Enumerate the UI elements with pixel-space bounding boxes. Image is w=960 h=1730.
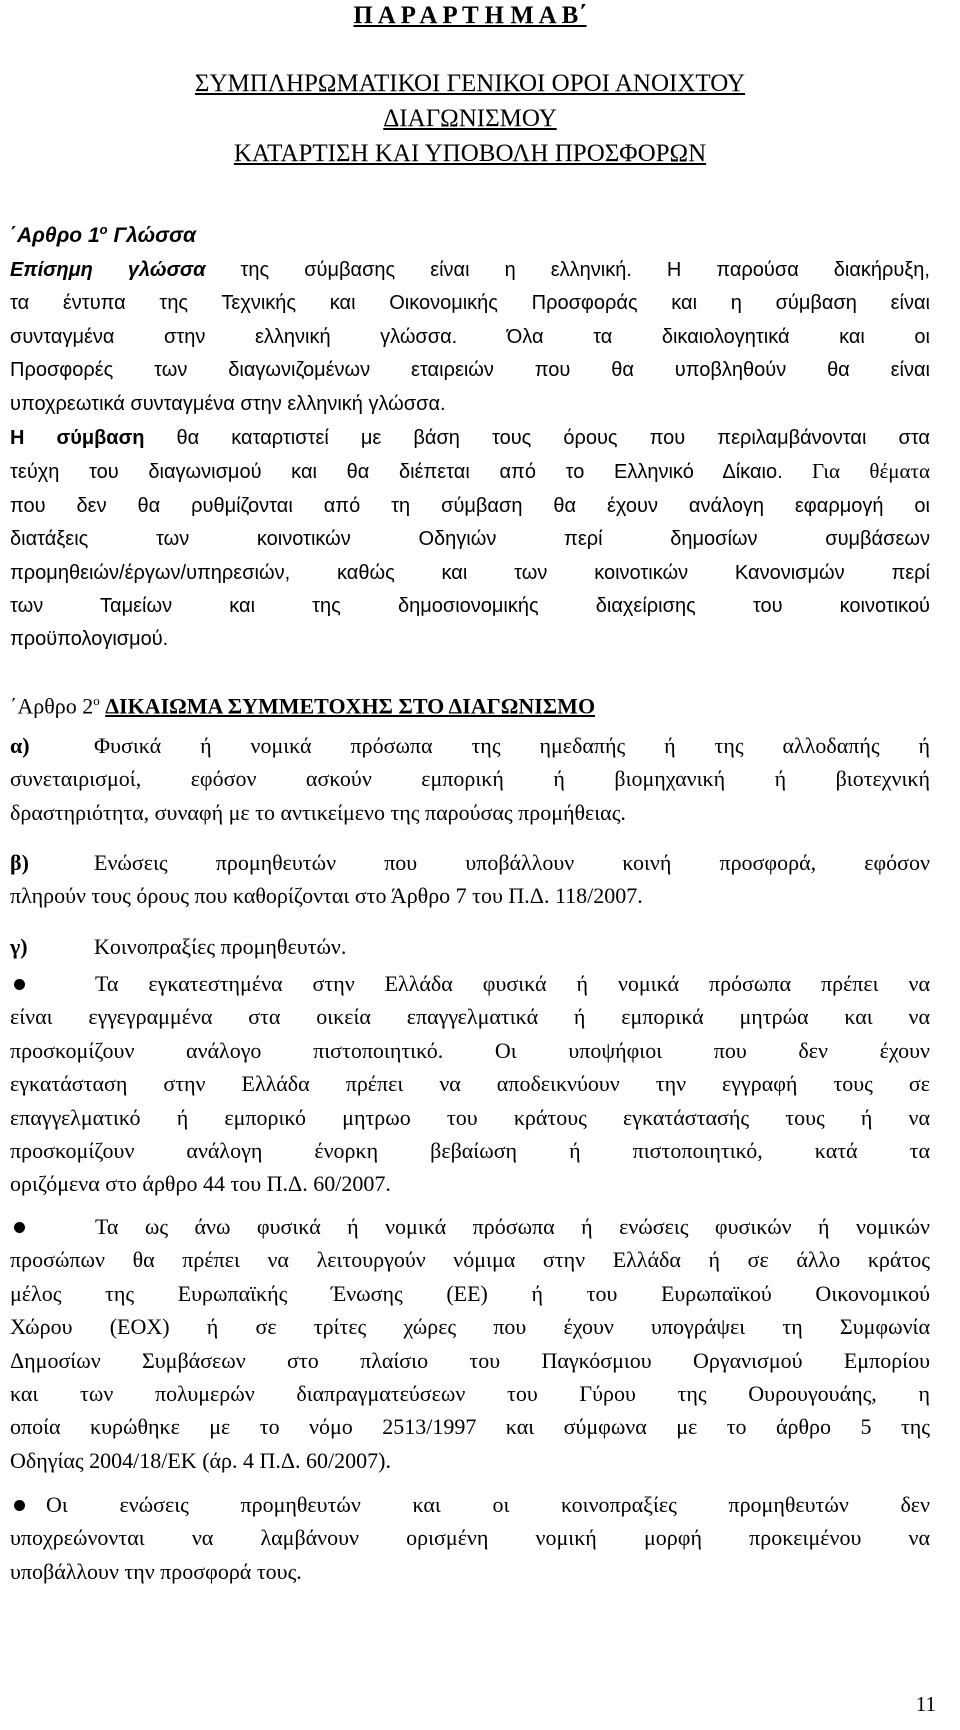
item-b-label: β) [10, 850, 29, 875]
line-text: της σύμβασης είναι η ελληνική. Η παρούσα διακήρυξη, [205, 259, 930, 281]
paragraph-line: μέλος της Ευρωπαϊκής Ένωσης (ΕΕ) ή του Ευρωπαϊκού Οικονομικού [10, 1280, 930, 1306]
document-heading [10, 66, 930, 171]
article-1-paragraph-2 [10, 422, 930, 657]
paragraph-line: συνεταιρισμοί, εφόσον ασκούν εμπορική ή βιομηχανική ή βιοτεχνική [10, 766, 930, 792]
paragraph-line: προσκομίζουν ανάλογο πιστοποιητικό. Οι υποψήφιοι που δεν έχουν [10, 1037, 930, 1063]
heading-line-2: ΔΙΑΓΩΝΙΣΜΟΥ [383, 105, 557, 132]
paragraph-line: τα έντυπα της Τεχνικής και Οικονομικής Προσφοράς και η σύμβαση είναι [10, 292, 930, 315]
article-2-item-a [10, 729, 930, 829]
paragraph-line: δραστηριότητα, συναφή με το αντικείμενο της παρούσας προμήθειας. [10, 799, 626, 825]
bullet-icon [14, 979, 25, 990]
paragraph-line [10, 729, 930, 762]
article-2-title: ΔΙΚΑΙΩΜΑ ΣΥΜΜΕΤΟΧΗΣ ΣΤΟ ΔΙΑΓΩΝΙΣΜΟ [105, 693, 596, 719]
paragraph-line [10, 422, 930, 455]
paragraph-line: προσκομίζουν ανάλογη ένορκη βεβαίωση ή πιστοποιητικό, κατά τα [10, 1138, 930, 1164]
article-2-item-c [10, 930, 930, 963]
bullet-item-2 [10, 1210, 930, 1477]
bullet-icon [14, 1500, 25, 1511]
article-2-prefix: ΄Αρθρο 2 [10, 693, 94, 719]
paragraph-line: πληρούν τους όρους που καθορίζονται στο Άρθρο 7 του Π.Δ. 118/2007. [10, 883, 643, 909]
paragraph-line: προϋπολογισμού. [10, 628, 169, 651]
contract-label: Η σύμβαση [10, 427, 145, 449]
line-text-tail: Για θέματα [782, 459, 930, 484]
paragraph-line: Δημοσίων Συμβάσεων στο πλαίσιο του Παγκόσμιου Οργανισμού Εμπορίου [10, 1347, 930, 1373]
heading-line-1: ΣΥΜΠΛΗΡΩΜΑΤΙΚΟΙ ΓΕΝΙΚΟΙ ΟΡΟΙ ΑΝΟΙΧΤΟΥ [194, 70, 746, 97]
paragraph-line: είναι εγγεγραμμένα στα οικεία επαγγελματικά ή εμπορικά μητρώα και να [10, 1004, 930, 1030]
paragraph-line: υποχρεώνονται να λαμβάνουν ορισμένη νομική μορφή προκειμένου να [10, 1525, 930, 1551]
line-text: Κοινοπραξίες προμηθευτών. [94, 934, 347, 959]
paragraph-line: οποία κυρώθηκε με το νόμο 2513/1997 και σύμφωνα με το άρθρο 5 της [10, 1414, 930, 1440]
paragraph-line [10, 930, 930, 963]
paragraph-line: Οδηγίας 2004/18/ΕΚ (άρ. 4 Π.Δ. 60/2007). [10, 1447, 391, 1473]
paragraph-line: συνταγμένα στην ελληνική γλώσσα. Όλα τα δικαιολογητικά και οι [10, 325, 930, 348]
paragraph-line: Προσφορές των διαγωνιζομένων εταιρειών που θα υποβληθούν θα είναι [10, 359, 930, 382]
page-number: 11 [915, 1692, 936, 1716]
paragraph-line: που δεν θα ρυθμίζονται από τη σύμβαση θα έχουν ανάλογη εφαρμογή οι [10, 494, 930, 517]
line-text: Φυσικά ή νομικά πρόσωπα της ημεδαπής ή της αλλοδαπής ή [94, 733, 930, 758]
bullet-item-3 [10, 1488, 930, 1588]
line-text: θα καταρτιστεί με βάση τους όρους που περιλαμβάνονται στα [144, 427, 930, 449]
article-2-item-b [10, 846, 930, 913]
paragraph-line: επαγγελματικό ή εμπορικό μητρωο του κράτους εγκατάστασής τους ή να [10, 1104, 930, 1130]
bullet-icon [14, 1222, 25, 1233]
paragraph-line: Τα ως άνω φυσικά ή νομικά πρόσωπα ή ενώσεις φυσικών ή νομικών [95, 1214, 930, 1239]
item-c-label: γ) [10, 934, 28, 959]
line-text: Ενώσεις προμηθευτών που υποβάλλουν κοινή προσφορά, εφόσον [94, 850, 930, 875]
paragraph-line: εγκατάσταση στην Ελλάδα πρέπει να αποδεικνύουν την εγγραφή τους σε [10, 1071, 930, 1097]
paragraph-line: υποβάλλουν την προσφορά τους. [10, 1558, 302, 1584]
official-language-label: Επίσημη γλώσσα [10, 259, 206, 281]
appendix-title-text: Π Α Ρ Α Ρ Τ Η Μ Α Β΄ [353, 2, 587, 29]
paragraph-line: Τα εγκατεστημένα στην Ελλάδα φυσικά ή νομικά πρόσωπα πρέπει να [95, 971, 930, 996]
paragraph-line: των Ταμείων και της δημοσιονομικής διαχείρισης του κοινοτικού [10, 595, 930, 618]
item-a-label: α) [10, 733, 30, 758]
paragraph-line: προμηθειών/έργων/υπηρεσιών, καθώς και των κοινοτικών Κανονισμών περί [10, 561, 930, 584]
appendix-title [10, 2, 930, 30]
paragraph-line [10, 254, 930, 287]
paragraph-line [10, 455, 930, 489]
paragraph-line: οριζόμενα στο άρθρο 44 του Π.Δ. 60/2007. [10, 1171, 391, 1197]
bullet-item-1 [10, 967, 930, 1201]
article-1-paragraph-1 [10, 254, 930, 421]
paragraph-line: διατάξεις των κοινοτικών Οδηγιών περί δημοσίων συμβάσεων [10, 528, 930, 551]
paragraph-line [10, 846, 930, 879]
paragraph-line: Οι ενώσεις προμηθευτών και οι κοινοπραξίες προμηθευτών δεν [46, 1492, 930, 1517]
article-1-heading [10, 222, 196, 248]
article-1-prefix: ΄Αρθρο 1 [10, 224, 100, 247]
paragraph-line: υποχρεωτικά συνταγμένα στην ελληνική γλώσσα. [10, 392, 446, 415]
article-2-heading [10, 693, 595, 719]
paragraph-line: Χώρου (ΕΟΧ) ή σε τρίτες χώρες που έχουν υπογράψει τη Συμφωνία [10, 1314, 930, 1340]
article-2-sup: ο [93, 693, 100, 708]
heading-line-3: ΚΑΤΑΡΤΙΣΗ ΚΑΙ ΥΠΟΒΟΛΗ ΠΡΟΣΦΟΡΩΝ [233, 140, 707, 167]
paragraph-line: και των πολυμερών διαπραγματεύσεων του Γύρου της Ουρουγουάης, η [10, 1381, 930, 1407]
line-text: τεύχη του διαγωνισμού και θα διέπεται από το Ελληνικό Δίκαιο. [10, 461, 783, 484]
article-1-title: Γλώσσα [113, 224, 197, 247]
paragraph-line: προσώπων θα πρέπει να λειτουργούν νόμιμα στην Ελλάδα ή σε άλλο κράτος [10, 1247, 930, 1273]
article-1-sup: ο [99, 222, 108, 237]
